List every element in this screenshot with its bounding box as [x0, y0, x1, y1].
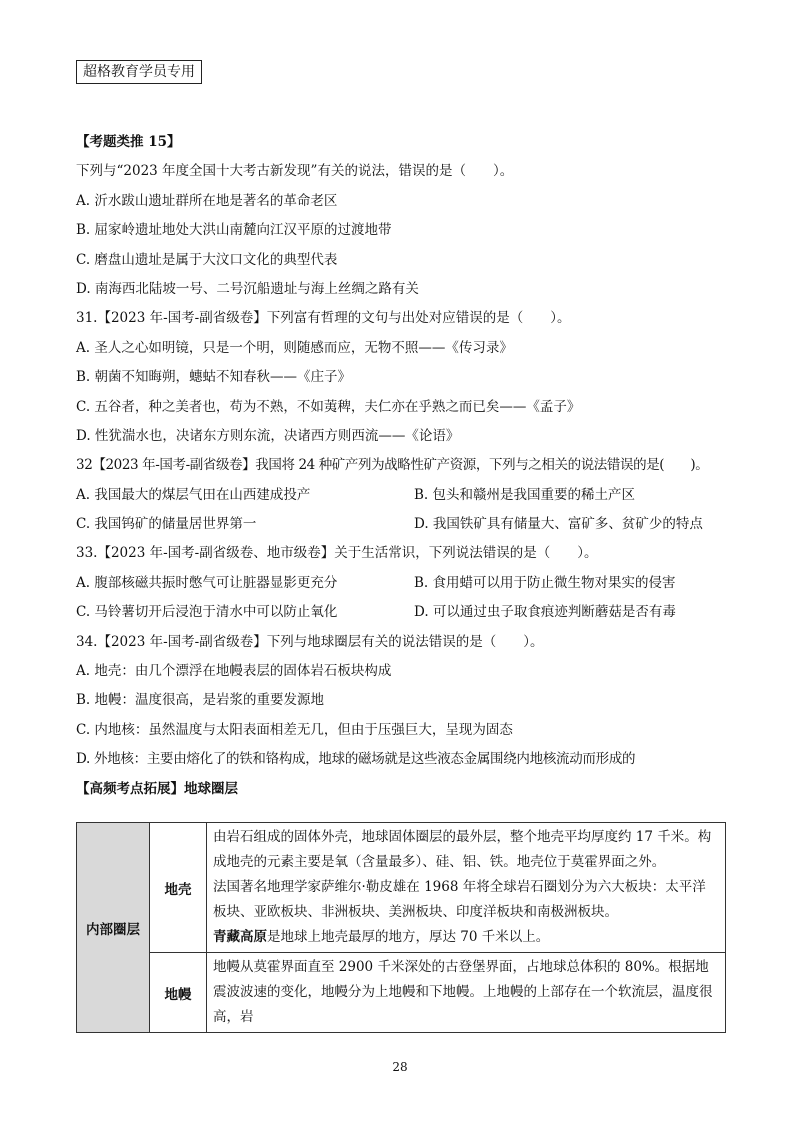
option-row [76, 481, 726, 510]
option-a: A. 圣人之心如明镜，只是一个明，则随感而应，无物不照——《传习录》 [76, 339, 513, 356]
option-row [76, 569, 726, 598]
table-row [77, 953, 726, 1033]
option-b: B. 屈家岭遗址地处大洪山南麓向江汉平原的过渡地带 [76, 222, 392, 239]
page-number: 28 [392, 1060, 408, 1074]
crust-paragraph-rest: 是地球上地壳最厚的地方，厚达 70 千米以上。 [267, 929, 550, 945]
crust-paragraph: 法国著名地理学家萨维尔·勒皮雄在 1968 年将全球岩石圈划分为六大板块：太平洋板块、亚欧板块、非洲板块、美洲板块、印度洋板块和南极洲板块。 [213, 879, 706, 920]
crust-label-cell: 地壳 [150, 823, 207, 953]
section-heading: 【高频考点拓展】地球圈层 [76, 780, 238, 797]
option-c: C. 磨盘山遗址是属于大汶口文化的典型代表 [76, 251, 338, 268]
option-b: B. 食用蜡可以用于防止微生物对果实的侵害 [414, 574, 676, 591]
crust-paragraph [213, 925, 719, 950]
crust-description [207, 823, 726, 953]
mantle-description: 地幔从莫霍界面直至 2900 千米深处的古登堡界面，占地球总体积的 80%。根据地震波波速的变化，地幔分为上地幔和下地幔。上地幔的上部存在一个软流层，温度很高，岩 [207, 953, 726, 1033]
question-content [76, 128, 726, 804]
outer-layer-cell: 内部圈层 [77, 823, 150, 1033]
option-row [76, 598, 726, 627]
question-stem: 34.【2023 年-国考-副省级卷】下列与地球圈层有关的说法错误的是（ ）。 [76, 633, 544, 650]
option-a: A. 腹部核磁共振时憋气可让脏器显影更充分 [76, 574, 338, 591]
section-heading: 【考题类推 15】 [76, 134, 181, 150]
option-c: C. 马铃薯切开后浸泡于清水中可以防止氧化 [76, 604, 338, 621]
question-stem: 下列与“2023 年度全国十大考古新发现”有关的说法，错误的是（ ）。 [76, 163, 514, 180]
mantle-label-cell: 地幔 [150, 953, 207, 1033]
option-a: A. 地壳：由几个漂浮在地幔表层的固体岩石板块构成 [76, 663, 392, 680]
table-row [77, 823, 726, 953]
option-d: D. 我国铁矿具有储量大、富矿多、贫矿少的特点 [414, 516, 703, 533]
option-d: D. 性犹湍水也，决诸东方则东流，决诸西方则西流——《论语》 [76, 427, 460, 444]
option-b: B. 朝菌不知晦朔，蟪蛄不知春秋——《庄子》 [76, 369, 352, 386]
option-c: C. 内地核：虽然温度与太阳表面相差无几，但由于压强巨大，呈现为固态 [76, 721, 513, 738]
option-d: D. 南海西北陆坡一号、二号沉船遗址与海上丝绸之路有关 [76, 280, 419, 297]
earth-layers-table [76, 822, 726, 1033]
option-a: A. 沂水跋山遗址群所在地是著名的革命老区 [76, 192, 338, 209]
option-b: B. 地幔：温度很高，是岩浆的重要发源地 [76, 692, 325, 709]
question-stem: 32【2023 年-国考-副省级卷】我国将 24 种矿产列为战略性矿产资源，下列与之相关的说法错误的是( )。 [76, 457, 709, 474]
option-d: D. 外地核：主要由熔化了的铁和铬构成，地球的磁场就是这些液态金属围绕内地核流动而形成的 [76, 751, 636, 768]
option-a: A. 我国最大的煤层气田在山西建成投产 [76, 486, 311, 503]
option-c: C. 我国钨矿的储量居世界第一 [76, 516, 257, 533]
crust-paragraph: 由岩石组成的固体外壳，地球固体圈层的最外层，整个地壳平均厚度约 17 千米。构成地壳的元素主要是氧（含量最多）、硅、铝、铁。地壳位于莫霍界面之外。 [213, 829, 712, 870]
option-c: C. 五谷者，种之美者也，苟为不熟，不如荑稗，夫仁亦在乎熟之而已矣——《孟子》 [76, 398, 581, 415]
option-row [76, 510, 726, 539]
highlight-term: 青藏高原 [213, 929, 267, 945]
option-b: B. 包头和赣州是我国重要的稀土产区 [414, 486, 636, 503]
question-stem: 33.【2023 年-国考-副省级卷、地市级卷】关于生活常识，下列说法错误的是（ ）。 [76, 545, 598, 562]
option-d: D. 可以通过虫子取食痕迹判断蘑菇是否有毒 [414, 604, 676, 621]
question-stem: 31.【2023 年-国考-副省级卷】下列富有哲理的文句与出处对应错误的是（ ）。 [76, 310, 571, 327]
header-label: 超格教育学员专用 [76, 60, 202, 84]
